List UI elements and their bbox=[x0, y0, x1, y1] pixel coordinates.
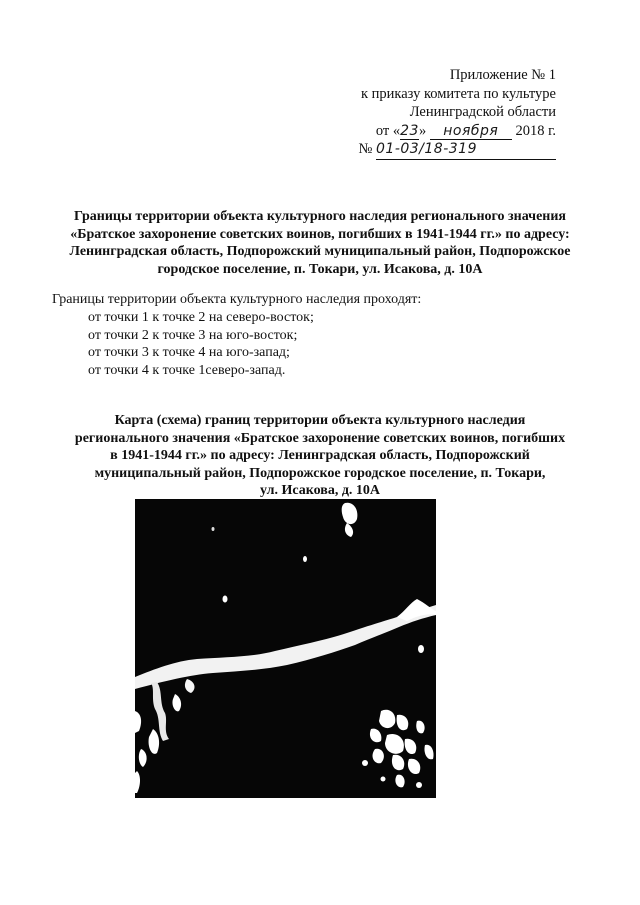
map-title-line-5: ул. Исакова, д. 10А bbox=[259, 483, 381, 498]
handwritten-date-month: ноября bbox=[430, 124, 512, 140]
map-vegetation-cluster bbox=[362, 710, 434, 788]
handwritten-order-number: 01-03/18-319 bbox=[376, 141, 477, 157]
title-line-1: Границы территории объекта культурного наследия регионального значения bbox=[73, 209, 566, 224]
boundary-point-2: от точки 2 к точке 3 на юго-восток; bbox=[88, 327, 298, 343]
map-scan-graphic bbox=[135, 499, 436, 798]
handwritten-date-day: 23 bbox=[400, 122, 419, 139]
map-road-band bbox=[135, 605, 436, 689]
date-prefix: от « bbox=[375, 122, 401, 139]
boundary-point-4: от точки 4 к точке 1северо-запад. bbox=[88, 363, 286, 379]
map-title-line-1: Карта (схема) границ территории объекта культурного наследия bbox=[114, 413, 526, 428]
boundary-description bbox=[52, 291, 592, 380]
boundary-map-image bbox=[135, 499, 436, 798]
appendix-order-number bbox=[256, 140, 556, 160]
boundary-point-1: от точки 1 к точке 2 на северо-восток; bbox=[88, 309, 314, 325]
appendix-region: Ленинградской области bbox=[409, 104, 556, 120]
appendix-block bbox=[256, 66, 556, 160]
map-title bbox=[40, 412, 600, 500]
map-title-line-2: регионального значения «Братское захоронение советских воинов, погибших bbox=[74, 430, 566, 446]
boundary-point-3: от точки 3 к точке 4 на юго-запад; bbox=[88, 345, 290, 361]
title-line-4: городское поселение, п. Токари, ул. Исакова, д. 10А bbox=[157, 261, 483, 277]
title-line-3: Ленинградская область, Подпорожский муниципальный район, Подпорожское bbox=[69, 244, 571, 259]
appendix-date bbox=[256, 122, 556, 141]
map-title-line-3: в 1941-1944 гг.» по адресу: Ленинградская область, Подпорожский bbox=[110, 448, 530, 463]
order-number-line bbox=[376, 140, 556, 160]
appendix-order-ref: к приказу комитета по культуре bbox=[360, 85, 556, 102]
number-prefix: № bbox=[358, 141, 373, 157]
title-line-2: «Братское захоронение советских воинов, погибших в 1941-1944 гг.» по адресу: bbox=[70, 226, 570, 242]
boundary-lead: Границы территории объекта культурного наследия проходят: bbox=[52, 292, 422, 307]
date-year: 2018 г. bbox=[515, 122, 556, 139]
map-title-line-4: муниципальный район, Подпорожское городское поселение, п. Токари, bbox=[94, 465, 546, 481]
appendix-number: Приложение № 1 bbox=[449, 67, 556, 83]
date-mid: » bbox=[418, 122, 427, 139]
document-title bbox=[40, 208, 600, 278]
